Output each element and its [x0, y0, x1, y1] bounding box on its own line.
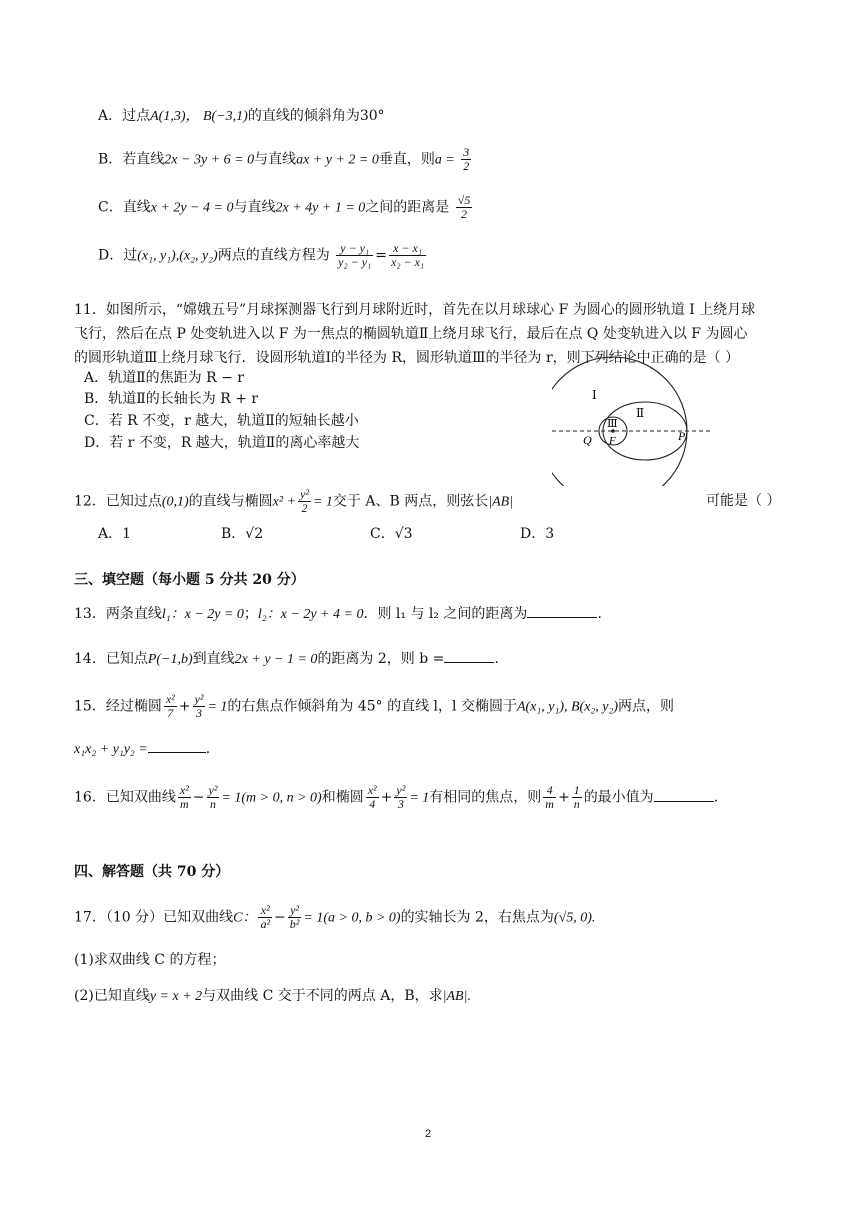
q10-option-c: [98, 194, 474, 221]
fraction: [389, 242, 426, 269]
q17-part-2: [74, 986, 471, 1007]
math-term: = 1: [409, 790, 430, 806]
denominator: 4: [369, 797, 376, 811]
math-line: y = x + 2: [149, 989, 203, 1004]
math-a: a =: [434, 152, 455, 168]
math-point: (0,1): [161, 494, 189, 510]
math-line1: 2x − 3y + 6 = 0: [164, 152, 255, 168]
numerator: 4: [543, 784, 556, 798]
q14: [74, 648, 499, 670]
q10-option-b: [98, 146, 473, 173]
answer-blank[interactable]: [527, 603, 597, 618]
question-text: 的最小值为: [583, 789, 654, 806]
numerator: 3: [463, 145, 470, 159]
q11-option-b: B．轨道Ⅱ的长轴长为 R + r: [84, 391, 259, 407]
math-ab: |AB|: [488, 494, 514, 510]
numerator: x²: [165, 692, 175, 706]
denominator: 2: [301, 501, 308, 515]
math-condition: = 1(a > 0, b > 0): [303, 910, 401, 926]
denominator: a²: [260, 917, 271, 931]
section-3-heading: 三、填空题（每小题 5 分共 20 分）: [74, 572, 305, 588]
question-text: 14．已知点: [74, 651, 148, 667]
numerator: y²: [194, 692, 204, 706]
q12-option-a: A．1: [98, 526, 132, 542]
question-text: 的直线与椭圆: [188, 493, 273, 510]
option-label: B．若直线: [98, 151, 165, 168]
plus-sign: +: [557, 789, 570, 806]
question-text: (2)已知直线: [74, 988, 150, 1004]
denominator: m: [545, 797, 554, 811]
math-points: A(1,3)， B(−3,1): [150, 109, 248, 124]
q11-line-2: 飞行，然后在点 P 处变轨进入以 F 为一焦点的椭圆轨道Ⅱ上绕月球飞行，最后在点 Q 处变轨进入以 F 为圆心: [74, 326, 748, 342]
label-ii: Ⅱ: [636, 406, 645, 420]
numerator: y²: [208, 783, 218, 797]
option-text: 垂直，则: [378, 151, 435, 168]
denominator: 2: [461, 207, 468, 221]
period: .: [494, 651, 499, 667]
math-line2: ax + y + 2 = 0: [296, 152, 379, 168]
question-text: 的距离为 2，则 b =: [317, 651, 445, 667]
page-number: 2: [425, 1128, 432, 1140]
fraction: [258, 904, 272, 931]
fraction: [164, 693, 177, 720]
fraction: [336, 242, 373, 269]
question-text: 17．（10 分）已知双曲线: [74, 909, 234, 926]
answer-blank[interactable]: [148, 738, 206, 753]
numerator: √5: [457, 193, 471, 207]
math-condition: = 1(m > 0, n > 0): [221, 790, 322, 806]
option-text: 与直线: [254, 151, 297, 168]
fraction: [288, 904, 302, 931]
fraction: [366, 784, 379, 811]
minus-sign: −: [192, 789, 205, 806]
fraction: [193, 693, 206, 720]
q11-line-3: 的圆形轨道Ⅲ上绕月球飞行．设圆形轨道Ⅰ的半径为 R，圆形轨道Ⅲ的半径为 r，则下列结论中正确的是（ ）: [74, 350, 740, 366]
q13: [74, 603, 602, 625]
question-text: 的右焦点作倾斜角为 45° 的直线 l，l 交椭圆于: [227, 698, 517, 715]
q17: [74, 904, 595, 931]
orbit-diagram: [552, 346, 712, 486]
question-text: 到直线: [192, 651, 235, 667]
denominator: 3: [195, 706, 202, 720]
denominator: n: [209, 797, 216, 811]
numerator: 1: [573, 783, 580, 797]
question-text: 交于 A、B 两点，则弦长: [332, 493, 489, 510]
q15: [74, 693, 674, 720]
denominator: 3: [397, 797, 404, 811]
fraction: [543, 784, 556, 811]
plus-sign: +: [178, 698, 191, 715]
denominator: n: [573, 797, 580, 811]
question-text: 16．已知双曲线: [74, 789, 176, 806]
math-line: 2x + y − 1 = 0: [234, 652, 318, 667]
question-text: 15．经过椭圆: [74, 698, 162, 715]
q11-option-a: A．轨道Ⅱ的焦距为 R − r: [84, 370, 244, 386]
numerator: x²: [179, 783, 189, 797]
math-points: (x₁, y₁),(x₂, y₂): [137, 248, 218, 264]
numerator: y − y₁: [336, 242, 373, 256]
period: .: [597, 606, 602, 622]
math-line2: 2x + 4y + 1 = 0: [275, 200, 366, 216]
math-term: = 1: [207, 699, 228, 715]
q10-option-a: [98, 106, 385, 127]
denominator: x₂ − x₁: [391, 255, 425, 269]
q12-tail: 可能是（ ）: [706, 493, 781, 509]
denominator: y₂ − y₁: [338, 255, 372, 269]
math-ab: |AB|.: [442, 989, 471, 1004]
period: .: [205, 741, 211, 757]
q12-option-d: D．3: [520, 526, 555, 542]
math-c: C：: [233, 910, 257, 926]
q15-line-2: [74, 738, 210, 760]
denominator: 2: [463, 159, 470, 173]
option-text: 之间的距离是: [365, 199, 450, 216]
section-4-heading: 四、解答题（共 70 分）: [74, 864, 230, 880]
denominator: m: [179, 797, 189, 811]
label-q: Q: [583, 433, 592, 447]
label-p: P: [678, 429, 686, 443]
denominator: 7: [167, 706, 174, 720]
q17-part-1: (1)求双曲线 C 的方程；: [74, 952, 226, 968]
math-term: = 1: [312, 494, 333, 510]
question-text: ．则 l₁ 与 l₂ 之间的距离为: [363, 606, 528, 622]
separator: ；: [243, 606, 258, 622]
numerator: y²: [300, 487, 309, 501]
equals-sign: =: [375, 247, 387, 264]
fraction: [298, 488, 311, 515]
q16: [74, 784, 718, 811]
q12-option-b: B．√2: [221, 526, 264, 542]
option-label: A．过点: [98, 108, 151, 124]
question-text: 两点，则: [618, 698, 675, 715]
q10-option-d: [98, 242, 428, 269]
q11-option-d: D．若 r 不变，R 越大，轨道Ⅱ的离心率越大: [84, 435, 360, 451]
label-i: Ⅰ: [592, 388, 597, 402]
denominator: b²: [289, 917, 300, 931]
question-text: 12．已知过点: [74, 493, 162, 510]
fraction: [461, 146, 471, 173]
fraction: [394, 784, 407, 811]
math-line1: x + 2y − 4 = 0: [150, 200, 234, 216]
minus-sign: −: [274, 909, 286, 926]
question-text: 有相同的焦点，则: [429, 789, 542, 806]
question-text: 的实轴长为 2，右焦点为: [400, 909, 554, 926]
numerator: y²: [288, 904, 302, 918]
numerator: x²: [367, 783, 377, 797]
label-iii: Ⅲ: [607, 417, 618, 430]
numerator: x − x₁: [389, 242, 426, 256]
plus-sign: +: [380, 789, 393, 806]
math-l1: l₁：x − 2y = 0: [161, 607, 244, 622]
answer-blank[interactable]: [654, 787, 714, 802]
q11-line-1: 11．如图所示，“嫦娥五号”月球探测器飞行到月球附近时，首先在以月球球心 F 为圆心的圆形轨道 Ⅰ 上绕月球: [74, 302, 756, 318]
label-f: F: [609, 435, 616, 447]
question-text: 13．两条直线: [74, 606, 162, 622]
option-text: 的直线的倾斜角为30°: [247, 108, 385, 124]
q11-option-c: C．若 R 不变，r 越大，轨道Ⅱ的短轴长越小: [84, 413, 359, 429]
math-expression: x₁x₂ + y₁y₂ =: [74, 742, 148, 757]
option-text: 与直线: [233, 199, 276, 216]
option-text: 两点的直线方程为: [217, 247, 330, 264]
numerator: y²: [396, 783, 406, 797]
period: .: [713, 789, 719, 806]
math-focus: (√5, 0).: [553, 910, 596, 926]
math-points: A(x₁, y₁), B(x₂, y₂): [516, 699, 619, 715]
q12-stem: [74, 488, 513, 515]
option-label: C．直线: [98, 199, 151, 216]
fraction: [572, 784, 582, 811]
math-point: P(−1,b): [147, 652, 193, 667]
fraction: [456, 194, 473, 221]
question-text: 和椭圆: [321, 789, 364, 806]
math-term: x² +: [272, 494, 297, 510]
numerator: x²: [258, 904, 272, 918]
fraction: [207, 784, 220, 811]
question-text: 与双曲线 C 交于不同的两点 A，B，求: [202, 988, 443, 1004]
q12-option-c: C．√3: [370, 526, 413, 542]
answer-blank[interactable]: [444, 648, 494, 663]
fraction: [178, 784, 191, 811]
math-l2: l₂：x − 2y + 4 = 0: [257, 607, 364, 622]
orbit-circle-i: [552, 357, 687, 486]
option-label: D．过: [98, 247, 138, 264]
